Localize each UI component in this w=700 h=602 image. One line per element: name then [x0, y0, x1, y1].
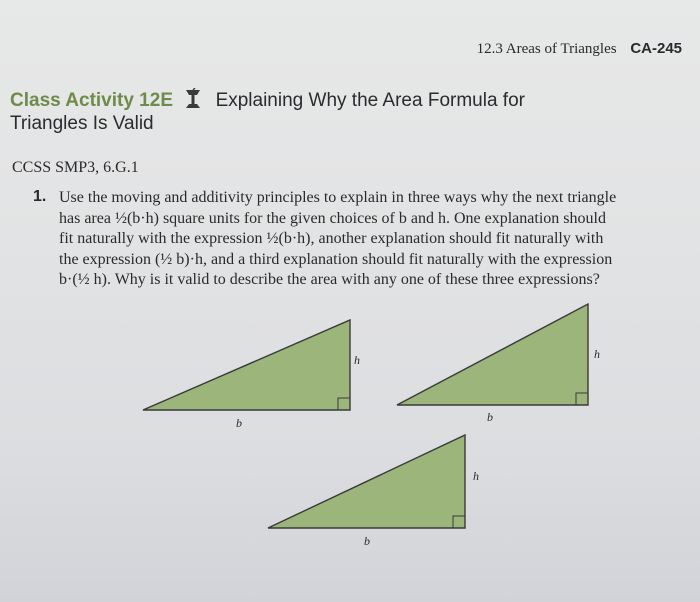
standards-label: CCSS SMP3, 6.G.1 — [12, 159, 139, 176]
page-number: CA-245 — [630, 40, 682, 57]
activity-title-line-2: Triangles Is Valid — [10, 113, 154, 134]
base-label: b — [364, 534, 370, 548]
activity-title — [10, 88, 525, 112]
problem-number: 1. — [33, 188, 47, 205]
activity-label: Class Activity 12E — [10, 90, 173, 111]
height-label: h — [473, 469, 479, 483]
activity-title-line-1: Explaining Why the Area Formula for — [215, 90, 525, 111]
triangle-2 — [397, 304, 600, 424]
page-header — [477, 40, 682, 58]
triangle-1 — [143, 320, 360, 430]
triangle-3 — [268, 435, 479, 548]
problem-line: fit naturally with the expression ½(b·h), another explanation should fit naturally with — [59, 230, 604, 247]
problem-text — [59, 188, 689, 291]
base-label: b — [487, 410, 493, 424]
height-label: h — [354, 353, 360, 367]
apple-icon — [182, 88, 204, 110]
problem-line: the expression (½ b)·h, and a third explanation should fit naturally with the expression — [59, 250, 613, 268]
problem-line: has area ½(b·h) square units for the given choices of b and h. One explanation should — [59, 209, 606, 227]
problem-line: Use the moving and additivity principles to explain in three ways why the next triangle — [59, 189, 617, 206]
base-label: b — [236, 416, 242, 430]
section-title: 12.3 Areas of Triangles — [476, 41, 617, 57]
problem-line: b·(½ h). Why is it valid to describe the area with any one of these three expressions? — [59, 271, 600, 288]
height-label: h — [594, 347, 600, 361]
